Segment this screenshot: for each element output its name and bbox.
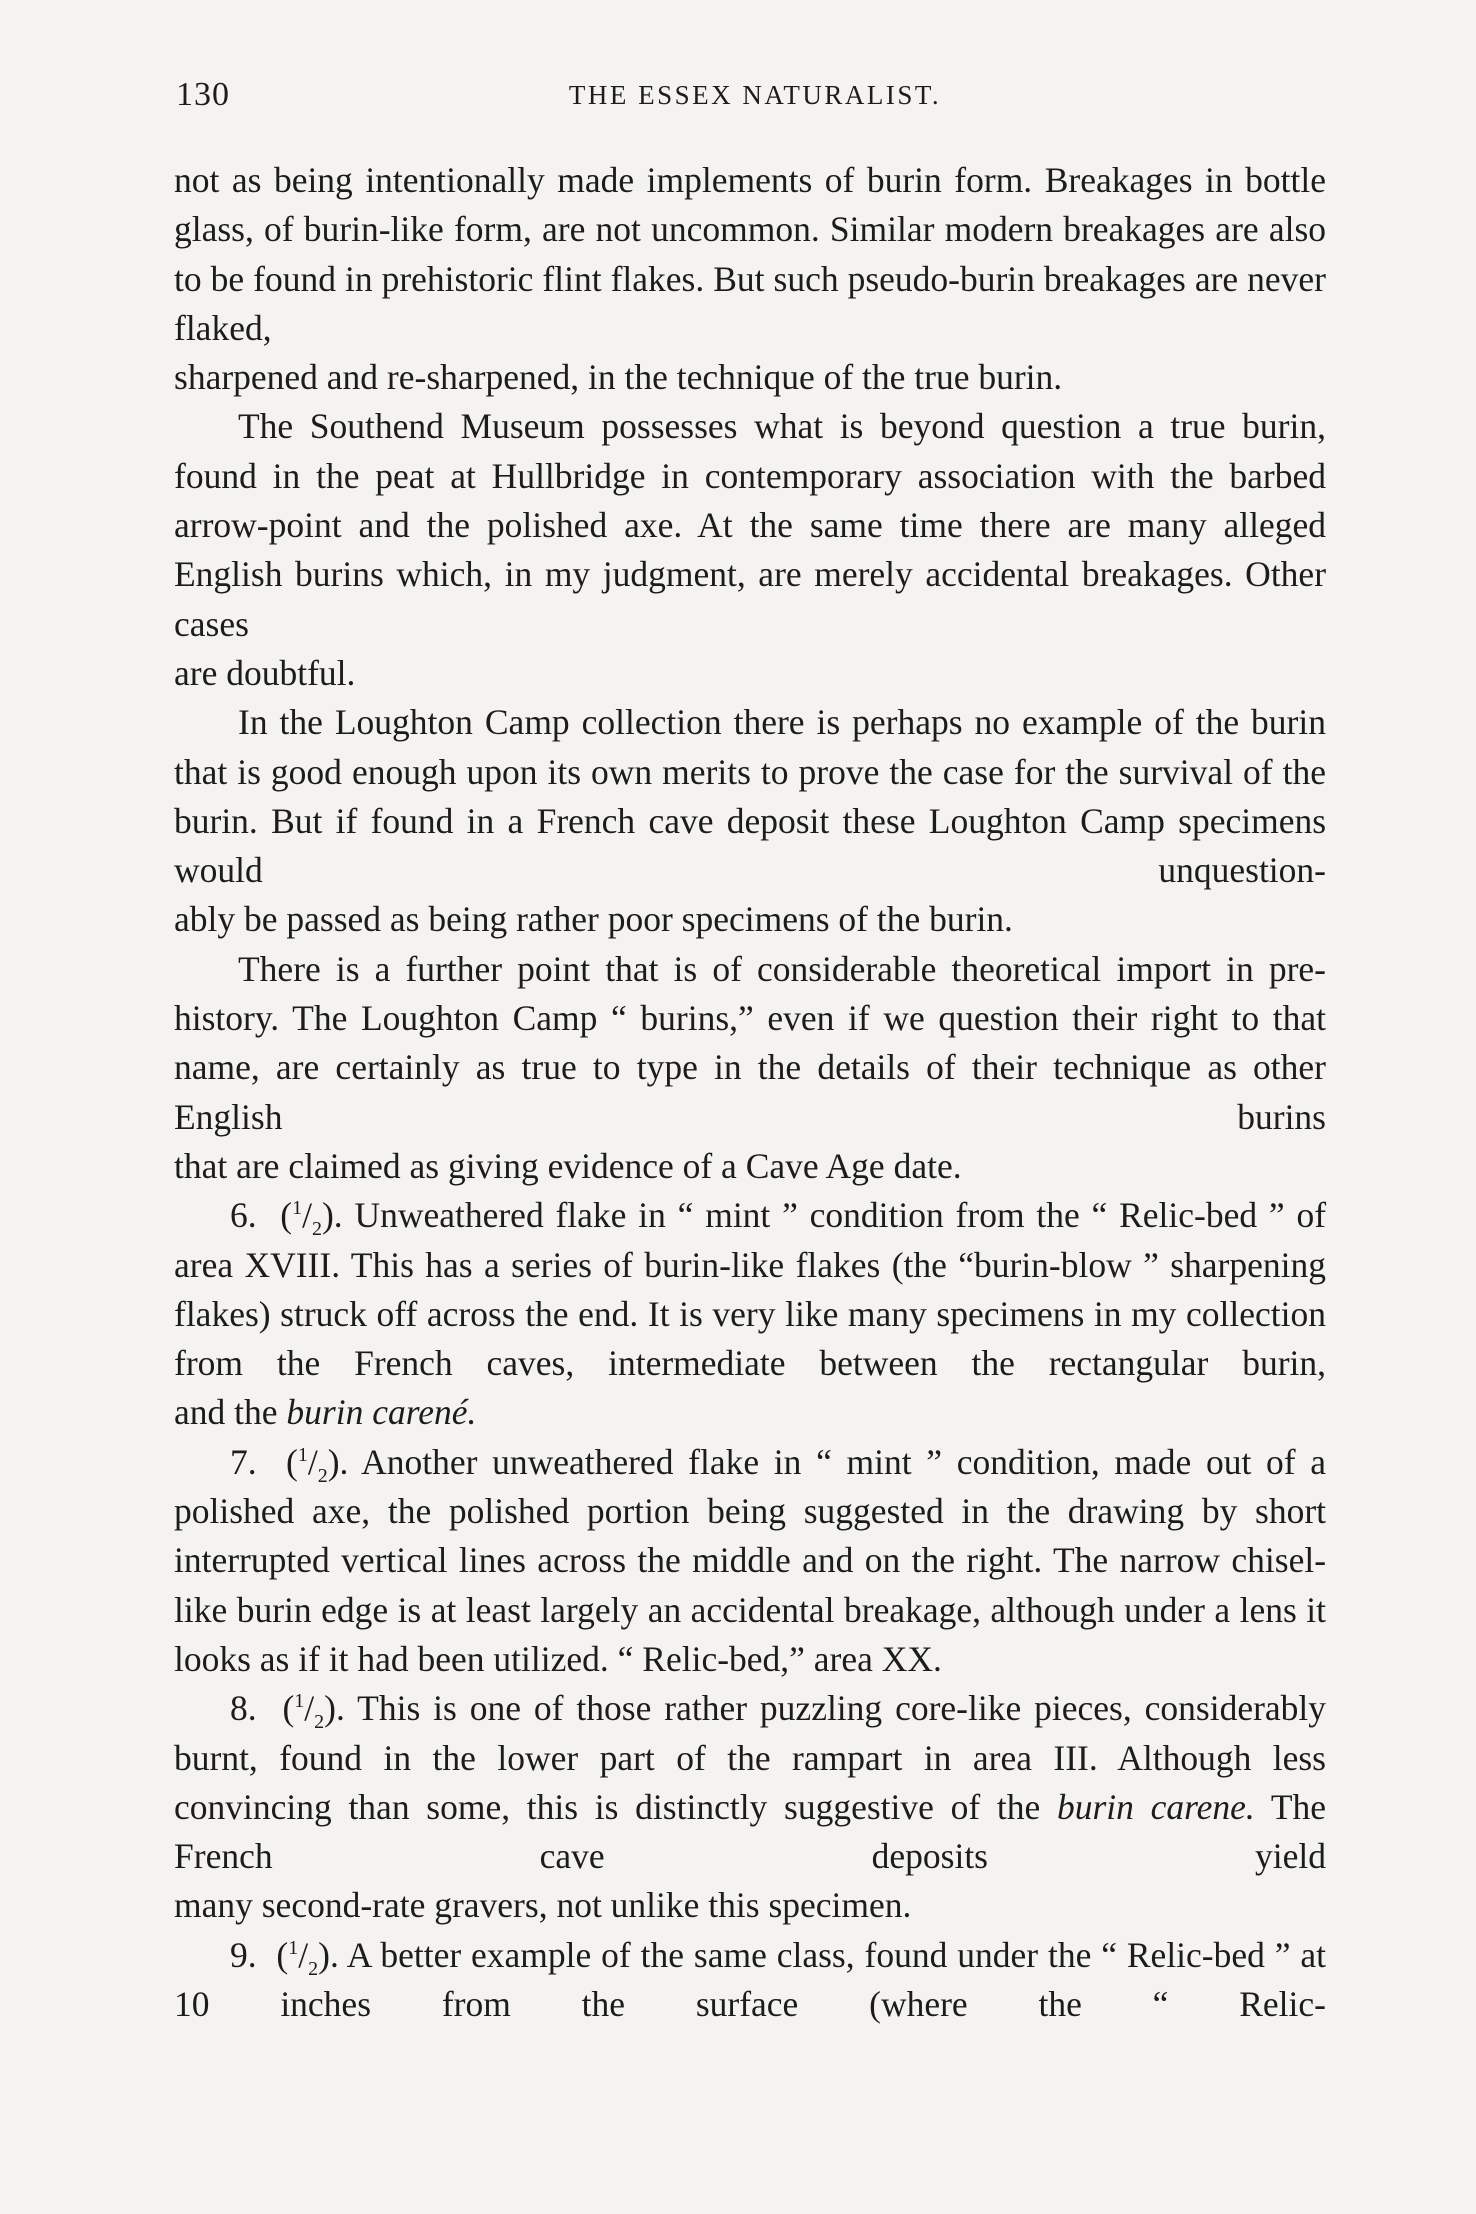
figure-number: 9. <box>230 1934 257 1975</box>
text-line: least largely an accidental breakage, although under a lens it <box>465 1589 1326 1630</box>
text-line: area III. Although less convincing than some, this is distinctly <box>174 1737 1326 1827</box>
page-number: 130 <box>176 76 230 113</box>
figure-entry-6 <box>174 1191 1326 1388</box>
scale-denominator: 2 <box>308 1957 319 1980</box>
italic-term: burin carené. <box>286 1392 477 1433</box>
text-line: of the burin that is good enough upon its own merits to prove <box>174 702 1326 792</box>
scale-fraction: $(^1/_2)$. <box>282 1688 345 1734</box>
text-line: In the Loughton Camp collection there is perhaps no example <box>238 702 1143 743</box>
scale-numerator: 1 <box>288 1936 299 1959</box>
running-head: THE ESSEX NATURALIST. <box>568 80 942 110</box>
paragraph-theoretical-point <box>174 945 1326 1142</box>
scale-denominator: 2 <box>311 1218 322 1241</box>
figure-number: 8. <box>230 1688 257 1729</box>
text-line: Another unweathered flake in “ mint ” condition, <box>361 1441 1100 1482</box>
text-line: made out of a polished axe, the polished portion being suggested <box>174 1441 1327 1532</box>
text-line: looks as if it had been utilized. “ Relic-bed,” area XX. <box>174 1638 942 1679</box>
text-line: suggestive of the <box>784 1786 1057 1827</box>
scale-numerator: 1 <box>297 1443 308 1466</box>
paragraph-line-last <box>174 895 1326 944</box>
scale-fraction: $(^1/_2)$. <box>280 1195 343 1241</box>
text-line: Breakages in bottle glass, of burin-like form, are not uncommon. <box>174 160 1327 250</box>
scale-denominator: 2 <box>317 1464 328 1487</box>
figure-number: 7. <box>230 1441 257 1482</box>
text-line: A better example of the same class, found under <box>346 1934 1039 1975</box>
scale-numerator: 1 <box>294 1690 305 1713</box>
scale-fraction: $(^1/_2)$. <box>286 1441 349 1487</box>
figure-entry-8-last <box>174 1881 1326 1930</box>
text-line: import in pre-history. The Loughton Camp “ burins,” even <box>174 948 1326 1039</box>
text-line: Similar modern breakages are also to be found in prehistoric <box>174 209 1327 299</box>
paragraph-line-last <box>174 649 1326 698</box>
text-line: the French caves, intermediate between the rectangular burin, <box>276 1343 1327 1384</box>
text-line: that are claimed as giving evidence of a Cave Age date. <box>174 1145 962 1186</box>
text-line: in my judgment, are merely accidental breakages. Other cases <box>174 554 1327 644</box>
text-line: true burin, found in the peat at Hullbridge in contemporary <box>174 406 1326 496</box>
text-line: sharpened and re-sharpened, in the technique of the true burin. <box>174 357 1063 398</box>
figure-entry-7-last <box>174 1635 1326 1684</box>
text-line: ably be passed as being rather poor specimens of the burin. <box>174 899 1013 940</box>
figure-entry-8 <box>174 1684 1326 1881</box>
scale-fraction: $(^1/_2)$. <box>276 1934 339 1980</box>
text-line: This is one of those rather puzzling core-like pieces, <box>357 1688 1132 1729</box>
text-line: and the <box>174 1392 287 1433</box>
figure-number: 6. <box>230 1195 257 1236</box>
text-line: flakes (the “burin-blow ” sharpening flakes) struck off across <box>174 1244 1326 1334</box>
text-line: association with the barbed arrow-point and the polished axe. <box>174 455 1327 546</box>
italic-term: burin carene. <box>1056 1786 1255 1827</box>
figure-entry-9 <box>174 1931 1326 2030</box>
paragraph-continuation <box>174 156 1326 353</box>
text-line: There is a further point that is of considerable theoretical <box>238 948 1102 989</box>
text-line: the “ Relic-bed ” at 10 inches from the surface (where the “ Relic- <box>174 1934 1327 2024</box>
text-line: middle and on the right. The narrow chisel-like burin edge is at <box>174 1540 1327 1630</box>
text-line: are doubtful. <box>174 652 356 693</box>
page-header <box>176 76 1334 126</box>
text-line: in the drawing by short interrupted vertical lines across the <box>174 1491 1327 1581</box>
text-line: considerably burnt, found in the lower part of the rampart in <box>174 1688 1327 1778</box>
text-line: many second-rate gravers, not unlike this specimen. <box>174 1885 912 1926</box>
scale-denominator: 2 <box>314 1711 325 1734</box>
paragraph-loughton-collection <box>174 698 1326 895</box>
text-line: not as being intentionally made implements of burin form. <box>174 160 1033 200</box>
text-line: if we question their right to that name, are certainly as true to <box>174 998 1327 1088</box>
text-line: The French cave deposits yield <box>174 1786 1327 1877</box>
text-line: The Southend Museum possesses what is beyond question a <box>238 406 1154 447</box>
text-line: cave deposit these Loughton Camp specimens would unquestion- <box>174 800 1327 891</box>
text-line: At the same time there are many alleged English burins which, <box>174 505 1326 595</box>
text-line: the end. It is very like many specimens in my collection from <box>174 1293 1326 1384</box>
text-line: “ Relic-bed ” of area XVIII. This has a series of burin-like <box>174 1195 1327 1285</box>
paragraph-southend <box>174 402 1326 648</box>
paragraph-line-last <box>174 1142 1326 1191</box>
text-line: flint flakes. But such pseudo-burin breakages are never flaked, <box>174 258 1327 348</box>
text-line: Unweathered flake in “ mint ” condition from the <box>354 1195 1080 1236</box>
scale-numerator: 1 <box>292 1197 303 1220</box>
text-line: type in the details of their technique as other English burins <box>174 1047 1327 1137</box>
figure-entry-7 <box>174 1438 1326 1635</box>
figure-entry-6-last <box>174 1388 1326 1437</box>
body-text <box>174 156 1326 2029</box>
paragraph-line-last <box>174 353 1326 402</box>
text-line: the case for the survival of the burin. But if found in a French <box>174 751 1327 841</box>
